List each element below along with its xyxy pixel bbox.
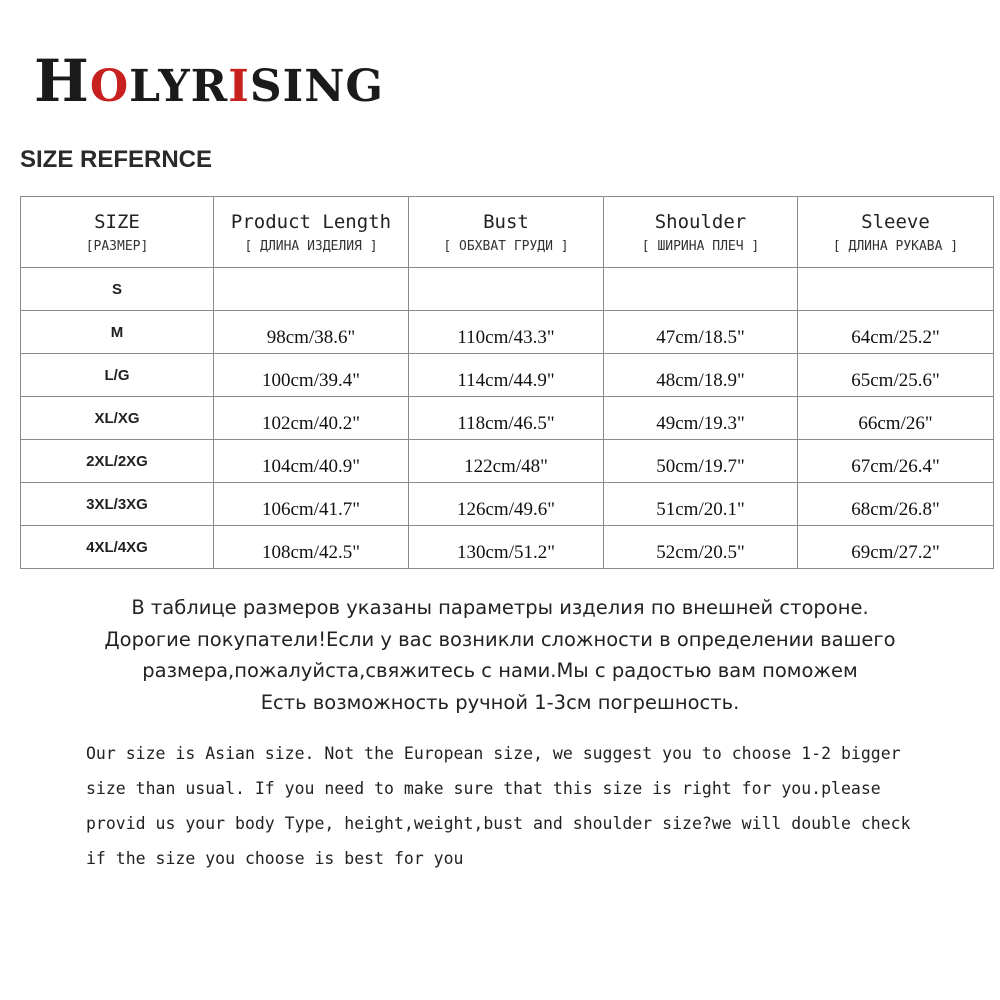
measurement-cell: 108cm/42.5" [214, 526, 409, 569]
measurement-cell: 64cm/25.2" [798, 311, 994, 354]
header-sleeve: Sleeve [ ДЛИНА РУКАВА ] [798, 197, 994, 268]
measurement-cell: 104cm/40.9" [214, 440, 409, 483]
table-row [21, 483, 994, 526]
measurement-cell: 48cm/18.9" [604, 354, 798, 397]
size-label-cell: 4XL/4XG [21, 526, 214, 569]
measurement-cell [798, 268, 994, 311]
header-product-length: Product Length [ ДЛИНА ИЗДЕЛИЯ ] [214, 197, 409, 268]
measurement-cell: 52cm/20.5" [604, 526, 798, 569]
logo-letters: LYR [129, 61, 229, 112]
english-note-line: provid us your body Type, height,weight,bust and shoulder size?we will double check [86, 814, 911, 833]
measurement-cell: 110cm/43.3" [409, 311, 604, 354]
russian-note-line: размера,пожалуйста,свяжитесь с нами.Мы с радостью вам поможем [142, 659, 858, 682]
table-row [21, 354, 994, 397]
brand-logo [34, 47, 384, 115]
header-shoulder: Shoulder [ ШИРИНА ПЛЕЧ ] [604, 197, 798, 268]
measurement-cell: 98cm/38.6" [214, 311, 409, 354]
measurement-cell: 49cm/19.3" [604, 397, 798, 440]
measurement-cell: 106cm/41.7" [214, 483, 409, 526]
logo-letters: O [89, 61, 130, 112]
measurement-cell: 51cm/20.1" [604, 483, 798, 526]
russian-note [0, 592, 1000, 718]
russian-note-line: Дорогие покупатели!Если у вас возникли сложности в определении вашего [104, 627, 896, 651]
measurement-cell: 66cm/26" [798, 397, 994, 440]
measurement-cell: 100cm/39.4" [214, 354, 409, 397]
size-table [20, 196, 994, 569]
measurement-cell [604, 268, 798, 311]
page-title: SIZE REFERNCE [20, 146, 213, 173]
russian-note-line: В таблице размеров указаны параметры изделия по внешней стороне. [131, 596, 869, 619]
table-row [21, 397, 994, 440]
measurement-cell: 114cm/44.9" [409, 354, 604, 397]
measurement-cell: 118cm/46.5" [409, 397, 604, 440]
measurement-cell: 50cm/19.7" [604, 440, 798, 483]
table-header-row [21, 197, 994, 268]
measurement-cell: 122cm/48" [409, 440, 604, 483]
table-row [21, 311, 994, 354]
size-label-cell: XL/XG [21, 397, 214, 440]
measurement-cell: 130cm/51.2" [409, 526, 604, 569]
english-note-line: size than usual. If you need to make sure that this size is right for you.please [86, 779, 881, 798]
size-label-cell: S [21, 268, 214, 311]
size-label-cell: M [21, 311, 214, 354]
size-label-cell: 3XL/3XG [21, 483, 214, 526]
measurement-cell [409, 268, 604, 311]
size-label-cell: L/G [21, 354, 214, 397]
table-row [21, 268, 994, 311]
measurement-cell: 68cm/26.8" [798, 483, 994, 526]
english-note-line: Our size is Asian size. Not the European size, we suggest you to choose 1-2 bigger [86, 744, 901, 763]
russian-note-line: Есть возможность ручной 1-3см погрешность. [260, 690, 740, 714]
measurement-cell: 47cm/18.5" [604, 311, 798, 354]
table-row [21, 440, 994, 483]
logo-letters: I [228, 61, 250, 112]
measurement-cell: 67cm/26.4" [798, 440, 994, 483]
measurement-cell: 126cm/49.6" [409, 483, 604, 526]
size-label-cell: 2XL/2XG [21, 440, 214, 483]
measurement-cell: 69cm/27.2" [798, 526, 994, 569]
logo-letters: H [34, 47, 90, 115]
logo-letters: SING [249, 61, 384, 112]
measurement-cell: 65cm/25.6" [798, 354, 994, 397]
measurement-cell [214, 268, 409, 311]
english-note [86, 736, 986, 876]
table-row [21, 526, 994, 569]
header-size: SIZE [РАЗМЕР] [21, 197, 214, 268]
english-note-line: if the size you choose is best for you [86, 849, 464, 868]
measurement-cell: 102cm/40.2" [214, 397, 409, 440]
header-bust: Bust [ ОБХВАТ ГРУДИ ] [409, 197, 604, 268]
